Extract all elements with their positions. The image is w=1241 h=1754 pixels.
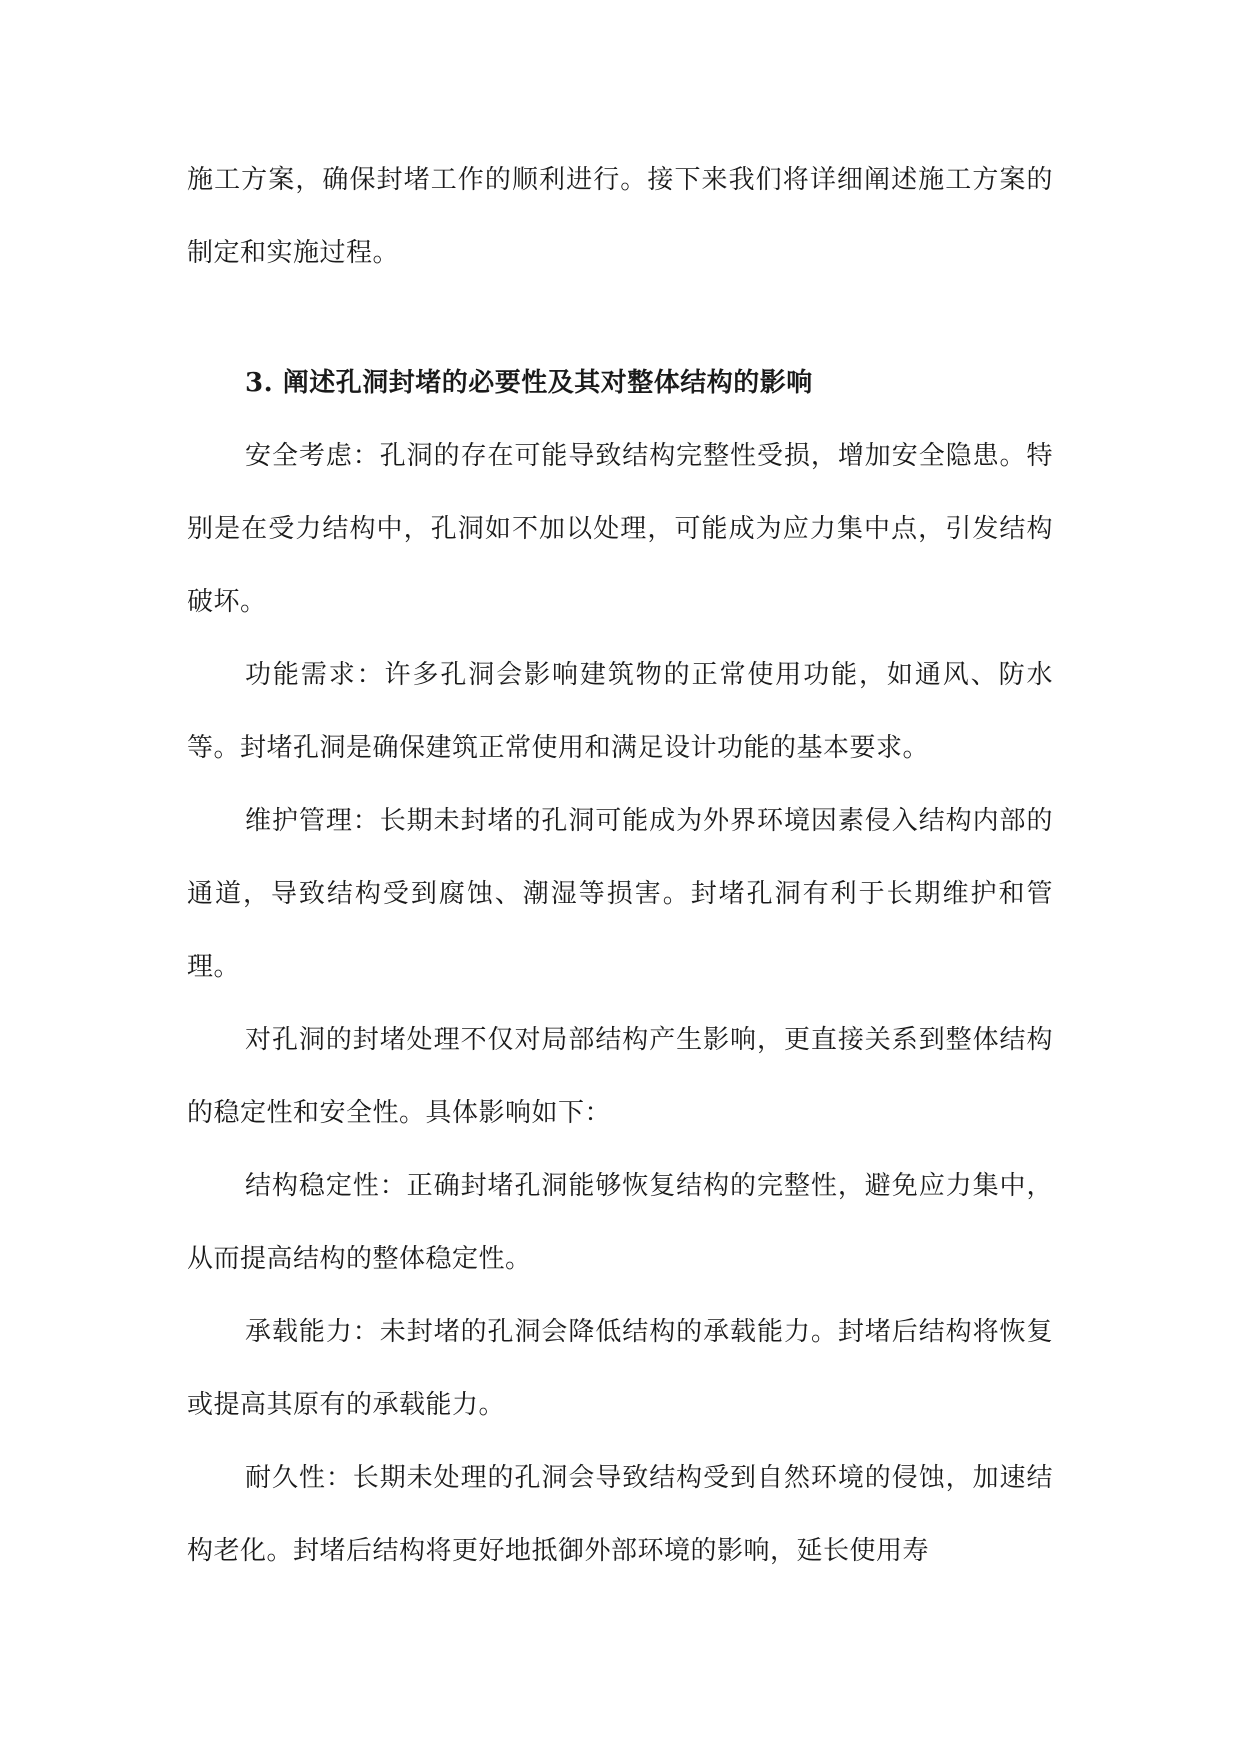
- paragraph-function: 功能需求：许多孔洞会影响建筑物的正常使用功能，如通风、防水等。封堵孔洞是确保建筑正常使用和满足设计功能的基本要求。: [187, 660, 1053, 763]
- paragraph-safety: 安全考虑：孔洞的存在可能导致结构完整性受损，增加安全隐患。特别是在受力结构中，孔洞如不加以处理，可能成为应力集中点，引发结构破坏。: [187, 441, 1053, 617]
- section-heading: 3. 阐述孔洞封堵的必要性及其对整体结构的影响: [245, 368, 813, 398]
- paragraph-stability: 结构稳定性：正确封堵孔洞能够恢复结构的完整性，避免应力集中，从而提高结构的整体稳定性。: [187, 1171, 1053, 1274]
- paragraph-bearing-capacity: 承载能力：未封堵的孔洞会降低结构的承载能力。封堵后结构将恢复或提高其原有的承载能力。: [187, 1317, 1053, 1420]
- continued-paragraph: 施工方案，确保封堵工作的顺利进行。接下来我们将详细阐述施工方案的制定和实施过程。: [187, 165, 1053, 268]
- paragraph-overall-impact: 对孔洞的封堵处理不仅对局部结构产生影响，更直接关系到整体结构的稳定性和安全性。具体影响如下：: [187, 1025, 1053, 1128]
- document-body: [187, 144, 1053, 1588]
- paragraph-maintenance: 维护管理：长期未封堵的孔洞可能成为外界环境因素侵入结构内部的通道，导致结构受到腐蚀、潮湿等损害。封堵孔洞有利于长期维护和管理。: [187, 806, 1053, 982]
- paragraph-durability: 耐久性：长期未处理的孔洞会导致结构受到自然环境的侵蚀，加速结构老化。封堵后结构将更好地抵御外部环境的影响，延长使用寿: [187, 1463, 1053, 1566]
